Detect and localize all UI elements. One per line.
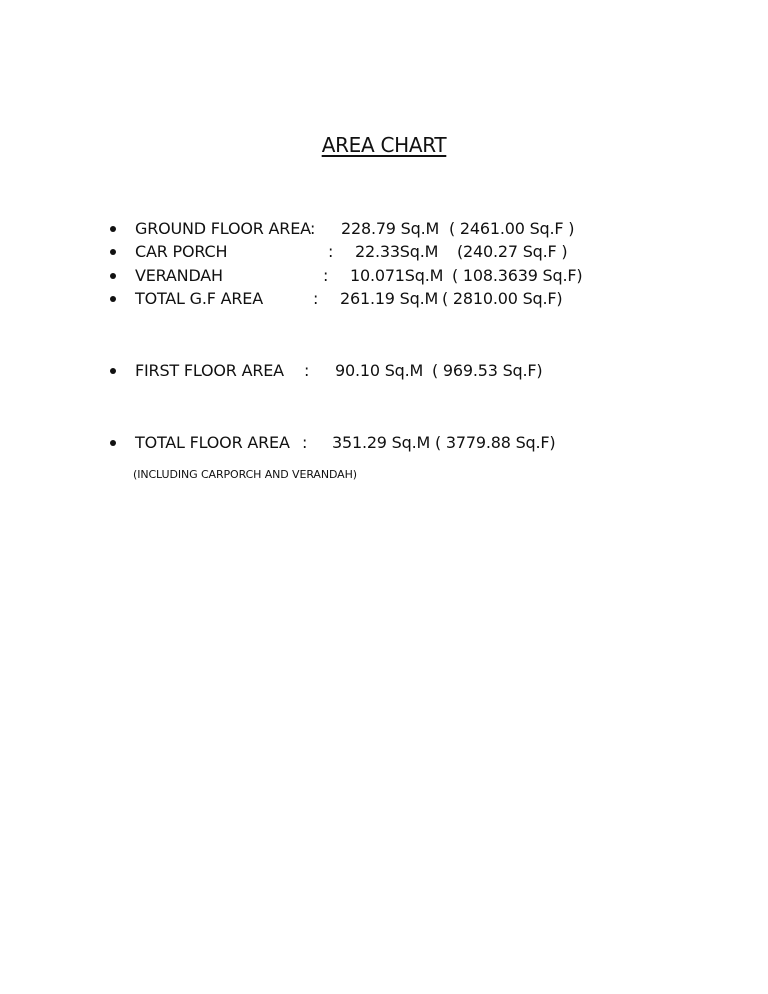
separator: : [302, 433, 308, 452]
area-label: FIRST FLOOR AREA [135, 361, 284, 380]
area-label: TOTAL FLOOR AREA [135, 433, 290, 452]
area-sqm: 351.29 Sq.M [332, 433, 431, 452]
area-sqm: 261.19 Sq.M [340, 289, 439, 308]
bullet-icon [110, 440, 116, 446]
footnote: (INCLUDING CARPORCH AND VERANDAH) [133, 468, 357, 481]
area-label: TOTAL G.F AREA [135, 289, 263, 308]
separator: : [313, 289, 319, 308]
area-sqm: 228.79 Sq.M [341, 219, 440, 238]
bullet-icon [110, 249, 116, 255]
area-sqm: 22.33Sq.M [355, 242, 439, 261]
area-sqf: ( 969.53 Sq.F) [432, 361, 543, 380]
bullet-icon [110, 226, 116, 232]
area-sqf: (240.27 Sq.F ) [457, 242, 568, 261]
area-sqm: 90.10 Sq.M [335, 361, 424, 380]
separator: : [323, 266, 329, 285]
area-sqf: ( 2461.00 Sq.F ) [449, 219, 575, 238]
bullet-icon [110, 273, 116, 279]
area-label: CAR PORCH [135, 242, 228, 261]
bullet-icon [110, 296, 116, 302]
separator: : [304, 361, 310, 380]
separator: : [310, 219, 316, 238]
area-sqf: ( 3779.88 Sq.F) [435, 433, 556, 452]
separator: : [328, 242, 334, 261]
area-sqf: ( 108.3639 Sq.F) [452, 266, 583, 285]
area-label: GROUND FLOOR AREA [135, 219, 311, 238]
area-label: VERANDAH [135, 266, 223, 285]
bullet-icon [110, 368, 116, 374]
area-sqf: ( 2810.00 Sq.F) [442, 289, 563, 308]
page-title: AREA CHART [321, 133, 447, 157]
area-sqm: 10.071Sq.M [350, 266, 444, 285]
